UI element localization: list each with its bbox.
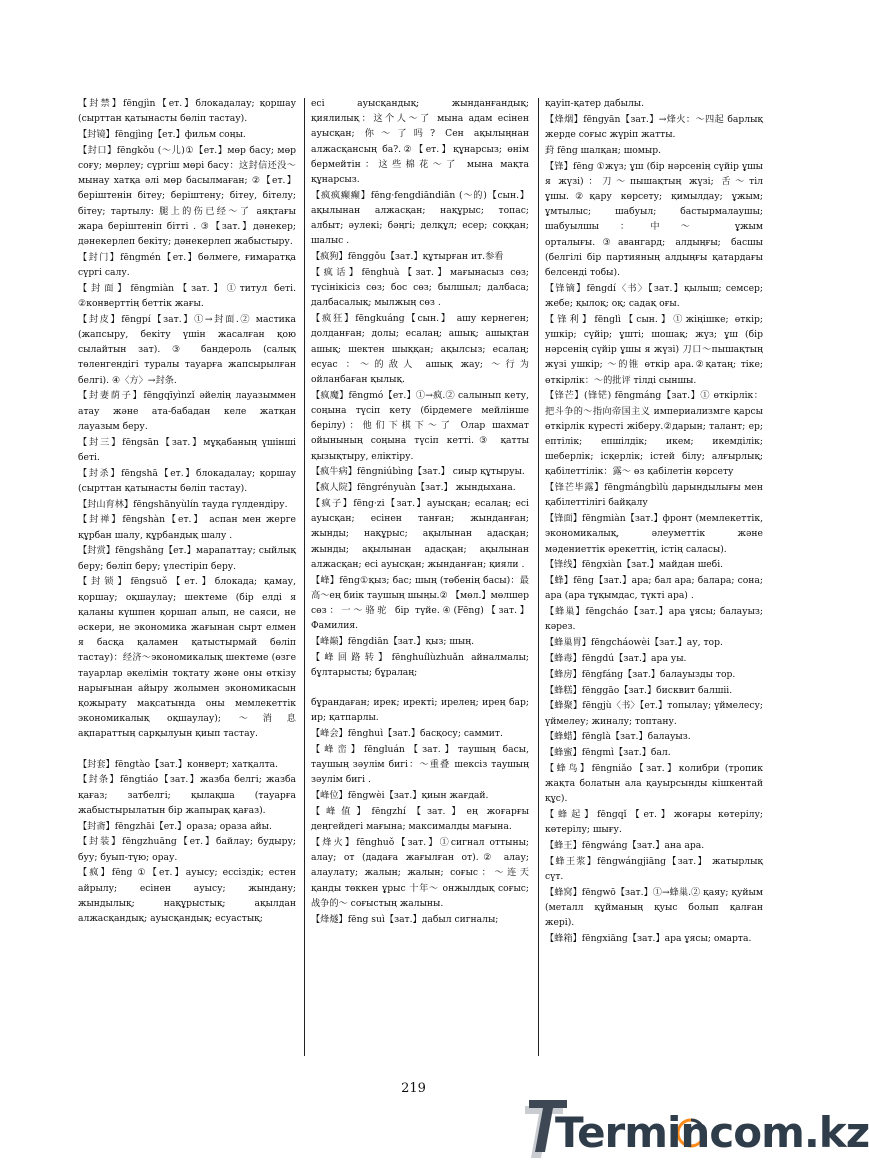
dictionary-entry: 【封镜】fēngjìng【ет.】фильм соңы. [78,129,246,140]
dictionary-entry: 【封皮】fēngpí【зат.】①→封面.② мастика (жапсыру, бекіту үшін жасалған қою сылайтын зат). ③ бандероль (салық төленгендігі туралы тауарға жапсырылған белгі). ④〈方〉→封条. [78,313,296,386]
dictionary-entry: 【封门】fēngmén【ет.】бөлмеге, ғимаратқа сүргі салу. [78,251,296,279]
dictionary-entry: 【锋镝】fēngdí〈书〉【зат.】қылыш; семсер; жебе; қылоқ; оқ; садақ оғы. [545,282,763,310]
dictionary-entry: 【峰位】fēngwèi【зат.】қиын жағдай. [311,790,489,802]
dictionary-entry: 【封装】fēngzhuāng【ет.】байлау; будыру; буу; буып-түю; орау. [78,836,296,863]
dictionary-entry: 【锋面】fēngmiàn【зат.】фронт (мемлекеттік, экономикалық, әлеуметтік және мәдениеттік әрекеттің, істің саласы). [545,513,763,555]
termincom-logo [523,1100,869,1162]
dictionary-column-right [545,96,763,1064]
dictionary-entry: 【蜂窝】fēngwō【зат.】①→蜂巢.② қаяу; қуйым (металл құйманың қуыс болып қалған жері). [545,887,763,929]
dictionary-entry: 【封赏】fēngshǎng【ет.】марапаттау; сыйлық беру; бөліп беру; үлестіріп беру. [78,545,296,572]
dictionary-entry: есі ауысқандық; жынданғандық; қиялилық：这个人～了 мына адам есінен ауысқан; 你～了吗? Сен ақылыңнан алжасқансың ба?.②【ет.】құнарсыз; өнім бермейтін：这些棉花～了 мына мақта құнарсыз. [311,98,529,186]
dictionary-entry: 【锋利】fēnglì【сын.】①жіңішке; өткір; ушкір; сүйір; ұшті; шошақ; жүз; ұш (бір нәрсенің сүйір ұшы я жүзі) 刀口～пышақтың жүзі ушкір; ～的锥 өткір ара.②қатаң; тіке; өткірлік：～的批评 тілді сыншы. [545,313,763,386]
page-number: 219 [401,1081,426,1096]
dictionary-entry: 【封禅】fēngshàn【ет.】 аспан мен жерге құрбан шалу, құрбандық шалу . [78,514,296,541]
dictionary-entry: 【锋线】fēngxiàn【зат.】майдан шебі. [545,559,724,571]
dictionary-entry: 【疯疯癫癫】fēng·fengdiāndiān (～的)【сын.】ақылынан алжасқан; нақұрыс; топас; албыт; әулекі; бәңгі; делқұл; есер; соққан; шалыс . [311,189,529,247]
dictionary-entry: 【蜂房】fēngfáng【зат.】балауызды тор. [545,668,736,680]
dictionary-entry: 【锋芒毕露】fēngmángbìlù дарындылығы мен қабілеттілігі байқалу [545,482,763,509]
dictionary-entry: 【疯话】fēnghuà【зат.】мағынасыз сөз; түсінікісіз сөз; бос сөз; былшыл; далбаса; далбасалық; мылжың сөз . [311,267,529,309]
dictionary-entry: 【封口】fēngkǒu (～儿)①【ет.】мөр басу; мөр соғу; мөрлеу; сүргіш мөрі басу：这封信还没～мынау хатқа әлі мөр басылмаған; ②【ет.】беріштенін бітеу; беріштену; бітеу, бітелу; бітеу; тартылу: 腿上的伤已经～了 аяқтағы жара беріштеніп бітті . ③【зат.】дәнекер; дәнекерлеп бекіту; дәнекерлеп жабыстыру. [78,144,296,248]
logo-text: Termincom.kz [555,1108,869,1157]
dictionary-entry: 【封妻荫子】fēngqīyìnzǐ әйелің лауазыммен атау және ата-бабадан келе жатқан лауазым беру. [78,390,296,432]
dictionary-entry: бұрандаған; ирек; иректі; ирелең; ирең бар; ир; қатпарлы. [311,697,529,724]
dictionary-entry: 【峰会】fēnghuì【зат.】басқосу; саммит. [311,728,503,740]
dictionary-entry: 【峰峦】fēngluán【зат.】таушың басы, таушың зәулім бигі：～重叠 шексіз таушың зәулім бигі . [311,744,529,786]
dictionary-entry: 【蜂】fēng【зат.】ара; бал ара; балара; сона; ара (ара тұқымдас, түкті ара) . [545,575,763,602]
dictionary-entry: 【疯魔】fēngmó【ет.】①→疯.② салынып кету, соңына түсіп кету (бірдемеге мейлінше берілу)：他们下棋下～了 Олар шахмат ойынының соңына түсіп кетті.③ қатты қызықтыру, еліктіру. [311,389,529,462]
dictionary-entry: 【封山育林】fēngshānyùlín тауда гүлдендіру. [78,498,288,510]
dictionary-entry: 【蜂蜡】fēnglà【зат.】балауыз. [545,731,691,743]
dictionary-entry: 【蜂王】fēngwáng【зат.】ана ара. [545,840,705,852]
dictionary-entry: 【峰巅】fēngdiān【зат.】қыз; шың. [311,636,475,648]
dictionary-entry: 【峰回路转】fēnghuílùzhuǎn айналмалы; бұлтарысты; бұралаң; [311,651,529,679]
dictionary-entry: 【峰】fēng①қыз; бас; шың (төбенің басы)：最高～ең биік таушың шыңы.② 【мөл.】мөлшер сөз：一～骆驼 бір түйе.④(Fēng)【зат.】Фамилия. [311,574,529,632]
dictionary-entry: 【蜂蜜】fēngmì【зат.】бал. [545,747,671,759]
dictionary-column-left [78,96,296,1064]
dictionary-entry: 【锋】fēng ①жүз; ұш (бір нәрсенің сүйір ұшы я жүзі)：刀～пышақтың жүзі; 舌～тіл ұшы.②қару көрсету; қимылдау; ұжым; ұмтылыс; шабуыл; бастырмалаушы; шабуылшы：中～ ұжым орталығы.③авангард; алдыңғы; басшы (белгілі бір партияның алдыңғы қатардағы белсенді тобы). [545,160,763,279]
column-divider [304,98,305,1056]
dictionary-entry: 【封条】fēngtiáo【зат.】жазба белгі; жазба қағаз; затбелгі; қылақша (тауарға жабыстырылатын бір жапырақ қағаз). [78,774,296,816]
dictionary-entry: 【封锁】fēngsuǒ【ет.】блокада; қамау, қоршау; оқшаулау; шектеме (бір елді я қаланы күшпен қоршап алып, не саяси, не әскери, не экономика жағынан сырт елмен я басқа қаламен қатыстырмай бөліп тастау)：经济～экономикалық шектеме (өзге тауарлар әкелімін тоқтату және оны өткізу нарығынан айыру жолымен экономикасын қожырату мақсатында оны мемлекеттік экономикалық оқшаулау); ～消息 ақпараттың сарқылуын қиып тастау. [78,576,296,740]
dictionary-entry: 【锋芒】(锋铓) fēngmáng【зат.】① өткірлік：把斗争的～指向帝国主义 империализмге қарсы өткірлік күресті жіберу.②дарын; талант; ер; ептілік; епшілдік; икем; икемділік; шеберлік; ісқерлік; істей білу; алғырлық; қабілеттілік：露～ өз қабілетін көрсету [545,390,763,478]
dictionary-entry: 【封面】fēngmiàn【зат.】①титул беті. ②конверттің беттік жағы. [78,282,296,310]
dictionary-entry: 【蜂鸟】fēngniǎo【зат.】колибри (тропик жақта болатын ала қауырсынды кішкентай құс). [545,763,763,805]
dictionary-entry: 【封斋】fēngzhāi【ет.】ораза; ораза айы. [78,820,272,832]
column-divider [538,98,539,1056]
dictionary-column-middle [311,96,529,1064]
dictionary-entry: 【疯子】fēng·zi【зат.】ауысқан; есалаң; есі ауысқан; есінен танған; жынданған; жынды; нақұрыс; ақылынан адасқан; жынды; ақылынан адасқан; ақылынан алжасқан; есі ауысқан; жынданған; қияли . [311,498,529,570]
dictionary-entry: 【封三】fēngsān【зат.】мұқабаның үшінші беті. [78,436,296,463]
dictionary-entry: 【封杀】fēngshā【ет.】блокадалау; қоршау (сырттан қатынасты бөліп тастау). [78,467,296,494]
dictionary-entry: 【峰值】fēngzhí【зат.】ең жоғарғы деңгейдегі мағына; максималды мағына. [311,806,529,833]
dictionary-entry: 【烽燧】fēng suì【зат.】дабыл сигналы; [311,913,499,925]
dictionary-entry: 【烽烟】fēngyān【зат.】→烽火：～四起 барлық жерде соғыс жүріп жатты. [545,113,763,140]
dictionary-entry: қауіп-қатер дабылы. [545,98,645,109]
dictionary-entry: 【蜂巢】fēngcháo【зат.】ара ұясы; балауыз; кәрез. [545,606,763,633]
dictionary-entry: 【疯狗】fēnggǒu【зат.】құтырған ит.参看 [311,251,504,263]
dictionary-entry: 【疯】fēng ①【ет.】ауысу; ессіздік; естен айрылу; есінен ауысу; жындану; жындылық; нақұрыстық; ақылдан алжасқандық; ауысқандық; есуастық; [78,867,296,925]
dictionary-entry: 【蜂王浆】fēngwángjiāng【зат.】 жатырлық сүт. [545,856,763,883]
dictionary-entry: 【蜂糕】fēnggāo【зат.】бисквит балшіі. [545,684,733,696]
dictionary-entry: 葑 fēng шалқан; шомыр. [545,144,662,156]
dictionary-entry: 【蜂聚】fēngjù〈书〉【ет.】топылау; үймелесу; үймелеу; жиналу; топтану. [545,700,763,727]
dictionary-entry: 【蜂起】fēngqǐ【ет.】жоғары көтерілу; көтерілу; шығу. [545,809,763,836]
dictionary-entry: 【疯人院】fēngrényuàn【зат.】 жындыхана. [311,482,516,494]
dictionary-entry: 【封套】fēngtào【зат.】конверт; хатқалта. [78,758,279,770]
dictionary-entry: 【疯牛病】fēngniúbìng【зат.】 сиыр құтыруы. [311,466,525,478]
dictionary-entry: 【烽火】fēnghuǒ【зат.】①сигнал оттыны; алау; от (дадаға жағылған от).② алау; алаулату; жалын; жалын; соғыс：～连天 қанды төккен ұрыс 十年～ онжылдық соғыс; 战争的～ соғыстың жалыны. [311,837,529,909]
dictionary-entry: 【蜂箱】fēngxiāng【зат.】ара ұясы; омарта. [545,933,752,945]
dictionary-entry: 【蜂巢胃】fēngcháowèi【зат.】ау, тор. [545,637,723,649]
dictionary-entry: 【蜂毒】fēngdú【зат.】ара уы. [545,653,687,665]
dictionary-entry: 【疯狂】fēngkuáng【сын.】 ашу кернеген; долданған; долы; есалаң; ашық; ашықтан ашық; шектен шыққан; ақылсыз; есалаң; есуас ：～的敌人 ашық жау; ～行为 ойланбаған қылық. [311,313,529,386]
dictionary-entry: 【封禁】fēngjìn【ет.】блокадалау; қоршау (сырттан қатынасты бөліп тастау). [78,98,296,125]
